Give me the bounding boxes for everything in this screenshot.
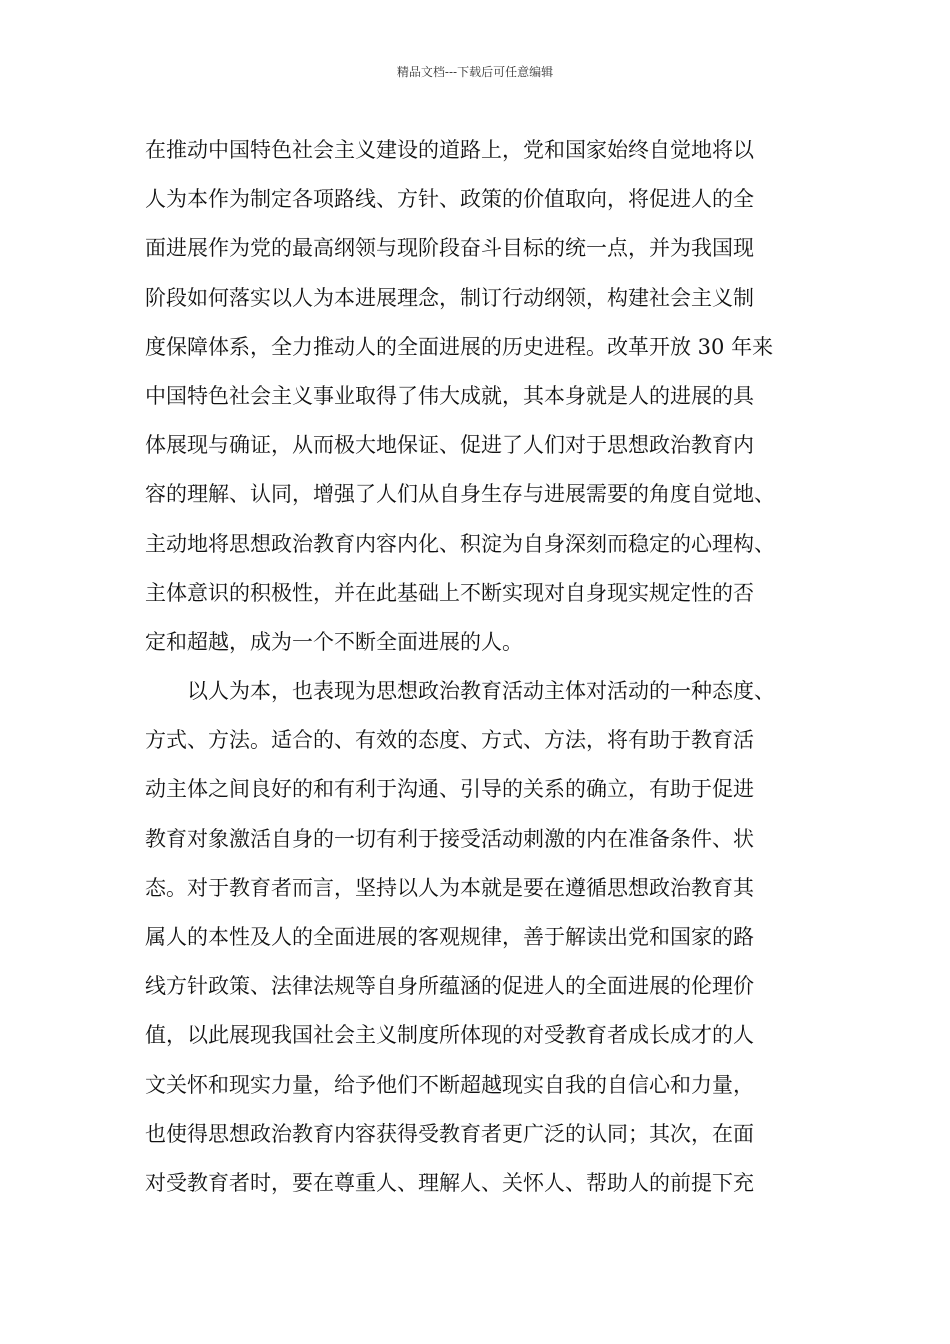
text-line: 态。对于教育者而言，坚持以人为本就是要在遵循思想政治教育其 (145, 875, 754, 900)
text-line: 线方针政策、法律法规等自身所蕴涵的促进人的全面进展的伦理价 (145, 974, 754, 999)
text-line: 属人的本性及人的全面进展的客观规律，善于解读出党和国家的路 (145, 925, 754, 949)
text-line: 教育对象激活自身的一切有利于接受活动刺激的内在准备条件、状 (145, 826, 754, 851)
text-line: 主动地将思想政治教育内容内化、积淀为自身深刻而稳定的心理构、 (145, 531, 775, 556)
text-line: 定和超越，成为一个不断全面进展的人。 (145, 629, 523, 654)
text-line: 体展现与确证，从而极大地保证、促进了人们对于思想政治教育内 (145, 433, 754, 458)
text-line: 人为本作为制定各项路线、方针、政策的价值取向，将促进人的全 (145, 187, 754, 212)
paragraph-1 (145, 126, 835, 667)
text-line: 方式、方法。适合的、有效的态度、方式、方法，将有助于教育活 (145, 728, 754, 753)
text-line: 度保障体系，全力推动人的全面进展的历史进程。改革开放 30 年来 (145, 334, 774, 359)
document-body (145, 126, 835, 1208)
paragraph-2 (145, 667, 835, 1208)
text-line: 以人为本，也表现为思想政治教育活动主体对活动的一种态度、 (145, 679, 775, 704)
text-line: 动主体之间良好的和有利于沟通、引导的关系的确立，有助于促进 (145, 777, 754, 802)
text-line: 文关怀和现实力量，给予他们不断超越现实自我的自信心和力量， (145, 1072, 754, 1097)
text-line: 容的理解、认同，增强了人们从自身生存与进展需要的角度自觉地、 (145, 482, 775, 507)
text-line: 主体意识的积极性，并在此基础上不断实现对自身现实规定性的否 (145, 580, 754, 605)
text-line: 在推动中国特色社会主义建设的道路上，党和国家始终自觉地将以 (145, 138, 754, 162)
text-line: 阶段如何落实以人为本进展理念，制订行动纲领，构建社会主义制 (145, 285, 754, 310)
text-line: 中国特色社会主义事业取得了伟大成就，其本身就是人的进展的具 (145, 383, 754, 408)
text-line: 值，以此展现我国社会主义制度所体现的对受教育者成长成才的人 (145, 1023, 754, 1048)
text-line: 面进展作为党的最高纲领与现阶段奋斗目标的统一点，并为我国现 (145, 236, 754, 261)
text-line: 也使得思想政治教育内容获得受教育者更广泛的认同；其次，在面 (145, 1121, 754, 1146)
page-header: 精品文档---下载后可任意编辑 (396, 65, 554, 79)
text-line: 对受教育者时，要在尊重人、理解人、关怀人、帮助人的前提下充 (145, 1170, 754, 1195)
